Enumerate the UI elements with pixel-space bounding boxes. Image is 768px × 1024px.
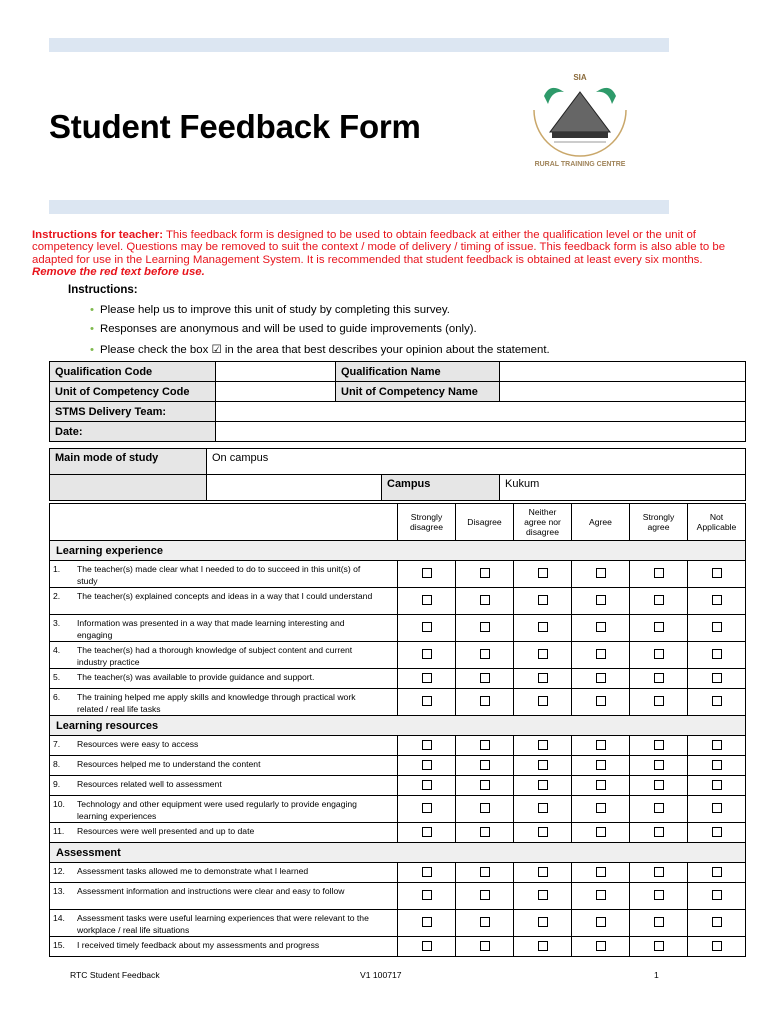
checkbox[interactable]	[654, 696, 664, 706]
rating-cell	[630, 863, 688, 883]
rating-cell	[630, 689, 688, 716]
survey-header-blank	[50, 504, 398, 541]
checkbox[interactable]	[538, 595, 548, 605]
rating-cell	[398, 561, 456, 588]
question-cell	[50, 669, 398, 689]
rating-cell	[572, 736, 630, 756]
rating-cell	[688, 615, 746, 642]
checkbox[interactable]	[538, 760, 548, 770]
rating-cell	[514, 823, 572, 843]
section-row	[50, 541, 746, 561]
rating-cell	[688, 588, 746, 615]
checkbox[interactable]	[712, 595, 722, 605]
rating-cell	[514, 642, 572, 669]
question-cell	[50, 642, 398, 669]
checkbox[interactable]	[596, 568, 606, 578]
checkbox[interactable]	[538, 890, 548, 900]
question-text: The teacher(s) explained concepts and ideas in a way that I could understand	[77, 591, 373, 601]
rating-cell	[572, 689, 630, 716]
rating-cell	[688, 796, 746, 823]
column-header: Strongly agree	[630, 504, 688, 541]
rating-cell	[456, 669, 514, 689]
rating-cell	[514, 615, 572, 642]
rating-cell	[398, 937, 456, 957]
rating-cell	[630, 823, 688, 843]
rating-cell	[572, 823, 630, 843]
checkbox[interactable]	[480, 649, 490, 659]
uoc-code-field[interactable]	[216, 382, 336, 402]
rating-cell	[456, 615, 514, 642]
question-row	[50, 776, 746, 796]
rating-cell	[398, 910, 456, 937]
question-text: The training helped me apply skills and knowledge through practical work related / real life tasks	[77, 692, 356, 714]
checkbox[interactable]	[596, 595, 606, 605]
checkbox[interactable]	[654, 622, 664, 632]
checkbox[interactable]	[596, 696, 606, 706]
question-text: I received timely feedback about my assessments and progress	[77, 940, 320, 950]
checkbox[interactable]	[654, 780, 664, 790]
question-cell	[50, 756, 398, 776]
checkbox[interactable]	[480, 867, 490, 877]
column-header: Neither agree nor disagree	[514, 504, 572, 541]
question-row	[50, 642, 746, 669]
svg-text:RURAL TRAINING CENTRE: RURAL TRAINING CENTRE	[534, 161, 626, 168]
rating-cell	[456, 910, 514, 937]
checkbox[interactable]	[538, 568, 548, 578]
checkbox[interactable]	[596, 780, 606, 790]
rating-cell	[572, 642, 630, 669]
checkbox[interactable]	[712, 568, 722, 578]
checkbox[interactable]	[538, 622, 548, 632]
rating-cell	[398, 615, 456, 642]
checkbox[interactable]	[654, 917, 664, 927]
rating-cell	[630, 561, 688, 588]
question-text: Assessment information and instructions were clear and easy to follow	[77, 886, 345, 896]
checkbox[interactable]	[480, 917, 490, 927]
section-row	[50, 716, 746, 736]
mode-value[interactable]: On campus	[207, 449, 746, 475]
rating-cell	[630, 937, 688, 957]
rating-cell	[572, 937, 630, 957]
checkbox[interactable]	[422, 622, 432, 632]
question-text: Assessment tasks were useful learning experiences that were relevant to the workplace / real life situations	[77, 913, 369, 935]
checkbox[interactable]	[712, 941, 722, 951]
rating-cell	[514, 689, 572, 716]
question-cell	[50, 883, 398, 910]
rating-cell	[630, 615, 688, 642]
checkbox[interactable]	[712, 867, 722, 877]
checkbox[interactable]	[480, 696, 490, 706]
section-row	[50, 843, 746, 863]
checkbox[interactable]	[712, 803, 722, 813]
mode-label: Main mode of study	[50, 449, 207, 475]
qualification-name-label: Qualification Name	[336, 362, 500, 382]
checkbox[interactable]	[654, 673, 664, 683]
checkbox[interactable]	[422, 780, 432, 790]
checkbox[interactable]	[712, 827, 722, 837]
checkbox[interactable]	[654, 803, 664, 813]
question-text: Assessment tasks allowed me to demonstrate what I learned	[77, 866, 309, 876]
rating-cell	[398, 883, 456, 910]
question-text: Resources helped me to understand the content	[77, 759, 261, 769]
checkbox[interactable]	[480, 803, 490, 813]
checkbox[interactable]	[654, 867, 664, 877]
rating-cell	[630, 883, 688, 910]
instructions-heading: Instructions:	[68, 284, 138, 296]
checkbox[interactable]	[480, 622, 490, 632]
question-cell	[50, 910, 398, 937]
header-band	[49, 200, 669, 214]
checkbox[interactable]	[596, 917, 606, 927]
footer-title: RTC Student Feedback	[70, 970, 160, 980]
rating-cell	[688, 823, 746, 843]
date-label: Date:	[50, 422, 216, 442]
rating-cell	[398, 776, 456, 796]
question-number: 9.	[53, 779, 61, 789]
date-field[interactable]	[216, 422, 746, 442]
checkbox[interactable]	[596, 673, 606, 683]
rating-cell	[514, 669, 572, 689]
question-row	[50, 937, 746, 957]
question-cell	[50, 588, 398, 615]
question-text: The teacher(s) made clear what I needed to do to succeed in this unit(s) of study	[77, 564, 361, 586]
rating-cell	[456, 736, 514, 756]
survey-table	[49, 503, 746, 957]
rating-cell	[630, 669, 688, 689]
section-title: Assessment	[50, 843, 746, 863]
rating-cell	[514, 883, 572, 910]
checkbox[interactable]	[422, 890, 432, 900]
question-cell	[50, 823, 398, 843]
question-number: 11.	[53, 826, 65, 836]
delivery-team-label: STMS Delivery Team:	[50, 402, 216, 422]
question-cell	[50, 615, 398, 642]
checkbox[interactable]	[538, 740, 548, 750]
rating-cell	[630, 910, 688, 937]
question-row	[50, 863, 746, 883]
rating-cell	[630, 642, 688, 669]
rating-cell	[398, 796, 456, 823]
checkbox[interactable]	[654, 890, 664, 900]
checkbox[interactable]	[480, 780, 490, 790]
instruction-bullet: • Please check the box ☑ in the area that best describes your opinion about the statement.	[90, 344, 550, 356]
rating-cell	[456, 776, 514, 796]
question-cell	[50, 937, 398, 957]
checkbox[interactable]	[538, 867, 548, 877]
checkbox[interactable]	[596, 622, 606, 632]
checkbox[interactable]	[654, 760, 664, 770]
checkbox[interactable]	[654, 649, 664, 659]
checkbox[interactable]	[422, 917, 432, 927]
footer-version: V1 100717	[360, 970, 402, 980]
question-cell	[50, 689, 398, 716]
rating-cell	[398, 669, 456, 689]
question-row	[50, 756, 746, 776]
column-header: Strongly disagree	[398, 504, 456, 541]
question-text: The teacher(s) was available to provide guidance and support.	[77, 672, 315, 682]
column-header: Not Applicable	[688, 504, 746, 541]
mode-empty-field[interactable]	[207, 475, 382, 501]
checkbox[interactable]	[712, 696, 722, 706]
question-number: 12.	[53, 866, 65, 876]
svg-text:SIA: SIA	[573, 73, 587, 82]
rating-cell	[456, 642, 514, 669]
teacher-instructions	[32, 229, 744, 279]
checkbox[interactable]	[712, 740, 722, 750]
checkbox[interactable]	[422, 867, 432, 877]
question-row	[50, 910, 746, 937]
checkbox[interactable]	[480, 827, 490, 837]
question-number: 5.	[53, 672, 61, 682]
checkbox[interactable]	[538, 917, 548, 927]
question-cell	[50, 796, 398, 823]
rating-cell	[688, 776, 746, 796]
rating-cell	[630, 588, 688, 615]
column-header: Disagree	[456, 504, 514, 541]
checkbox[interactable]	[596, 803, 606, 813]
checkbox[interactable]	[596, 740, 606, 750]
question-number: 3.	[53, 618, 61, 628]
checkbox[interactable]	[538, 827, 548, 837]
rating-cell	[514, 937, 572, 957]
question-cell	[50, 776, 398, 796]
mode-of-study-table	[49, 448, 746, 501]
qualification-code-field[interactable]	[216, 362, 336, 382]
question-number: 10.	[53, 799, 65, 809]
question-number: 1.	[53, 564, 61, 574]
checkbox[interactable]	[422, 673, 432, 683]
question-row	[50, 796, 746, 823]
rating-cell	[630, 736, 688, 756]
checkbox[interactable]	[422, 649, 432, 659]
rating-cell	[572, 863, 630, 883]
checkbox[interactable]	[480, 941, 490, 951]
checkbox[interactable]	[712, 622, 722, 632]
checkbox[interactable]	[538, 696, 548, 706]
checkbox[interactable]	[480, 740, 490, 750]
rating-cell	[514, 910, 572, 937]
question-cell	[50, 863, 398, 883]
checkbox[interactable]	[712, 760, 722, 770]
rating-cell	[456, 883, 514, 910]
checkbox[interactable]	[480, 595, 490, 605]
rating-cell	[514, 756, 572, 776]
rating-cell	[572, 669, 630, 689]
checkbox[interactable]	[480, 568, 490, 578]
rating-cell	[456, 756, 514, 776]
rating-cell	[688, 937, 746, 957]
section-title: Learning experience	[50, 541, 746, 561]
checkbox[interactable]	[480, 673, 490, 683]
teacher-instructions-body: This feedback form is designed to be used to obtain feedback at either the qualification level or the unit of competency level. Questions may be removed to suit the context / mode of delivery / timing of issue. This feedback form is also able to be adapted for use in the Learning Management System. It is recommended that student feedback is obtained at least every six months.	[32, 229, 726, 266]
checkbox[interactable]	[712, 917, 722, 927]
checkbox[interactable]	[422, 696, 432, 706]
question-number: 14.	[53, 913, 65, 923]
rating-cell	[514, 863, 572, 883]
teacher-instructions-emphasis: Remove the red text before use.	[32, 266, 205, 279]
rating-cell	[398, 588, 456, 615]
rating-cell	[456, 823, 514, 843]
question-number: 13.	[53, 886, 65, 896]
rating-cell	[688, 883, 746, 910]
checkbox[interactable]	[712, 780, 722, 790]
question-text: Information was presented in a way that made learning interesting and engaging	[77, 618, 345, 640]
rating-cell	[572, 910, 630, 937]
question-row	[50, 561, 746, 588]
rating-cell	[572, 796, 630, 823]
checkbox[interactable]	[422, 595, 432, 605]
rating-cell	[456, 588, 514, 615]
question-text: The teacher(s) had a thorough knowledge of subject content and current industry practice	[77, 645, 353, 667]
rating-cell	[514, 588, 572, 615]
rating-cell	[688, 561, 746, 588]
mode-empty-label	[50, 475, 207, 501]
rating-cell	[514, 776, 572, 796]
rating-cell	[688, 756, 746, 776]
checkbox[interactable]	[422, 568, 432, 578]
rating-cell	[398, 823, 456, 843]
checkbox[interactable]	[654, 740, 664, 750]
checkbox[interactable]	[596, 760, 606, 770]
checkbox[interactable]	[538, 803, 548, 813]
campus-label: Campus	[382, 475, 500, 501]
rating-cell	[688, 669, 746, 689]
rating-cell	[456, 689, 514, 716]
uoc-code-label: Unit of Competency Code	[50, 382, 216, 402]
uoc-name-label: Unit of Competency Name	[336, 382, 500, 402]
checkbox[interactable]	[654, 827, 664, 837]
column-header: Agree	[572, 504, 630, 541]
rating-cell	[456, 937, 514, 957]
rating-cell	[572, 588, 630, 615]
checkbox[interactable]	[712, 649, 722, 659]
question-number: 2.	[53, 591, 61, 601]
rating-cell	[572, 883, 630, 910]
question-cell	[50, 561, 398, 588]
rating-cell	[630, 796, 688, 823]
checkbox[interactable]	[596, 890, 606, 900]
question-text: Resources related well to assessment	[77, 779, 222, 789]
unit-info-table	[49, 361, 746, 442]
instruction-bullet: • Please help us to improve this unit of study by completing this survey.	[90, 304, 450, 316]
rating-cell	[572, 561, 630, 588]
question-row	[50, 588, 746, 615]
rating-cell	[514, 561, 572, 588]
footer-page-number: 1	[654, 970, 659, 980]
sia-rtc-logo	[524, 70, 636, 172]
checkbox[interactable]	[712, 673, 722, 683]
question-row	[50, 736, 746, 756]
rating-cell	[456, 863, 514, 883]
rating-cell	[398, 863, 456, 883]
question-number: 7.	[53, 739, 61, 749]
rating-cell	[514, 796, 572, 823]
question-row	[50, 823, 746, 843]
question-row	[50, 689, 746, 716]
delivery-team-field[interactable]	[216, 402, 746, 422]
rating-cell	[572, 776, 630, 796]
rating-cell	[688, 910, 746, 937]
checkbox[interactable]	[654, 595, 664, 605]
question-cell	[50, 736, 398, 756]
checkbox[interactable]	[538, 780, 548, 790]
checkbox[interactable]	[596, 941, 606, 951]
checkbox[interactable]	[422, 941, 432, 951]
checkbox[interactable]	[538, 941, 548, 951]
checkbox[interactable]	[654, 941, 664, 951]
rating-cell	[572, 615, 630, 642]
question-text: Technology and other equipment were used regularly to provide engaging learning experiences	[77, 799, 357, 821]
uoc-name-field[interactable]	[500, 382, 746, 402]
survey-header-row	[50, 504, 746, 541]
rating-cell	[630, 776, 688, 796]
checkbox[interactable]	[596, 649, 606, 659]
rating-cell	[398, 689, 456, 716]
qualification-code-label: Qualification Code	[50, 362, 216, 382]
checkbox[interactable]	[654, 568, 664, 578]
checkbox[interactable]	[538, 673, 548, 683]
checkbox[interactable]	[538, 649, 548, 659]
rating-cell	[688, 863, 746, 883]
rating-cell	[514, 736, 572, 756]
qualification-name-field[interactable]	[500, 362, 746, 382]
section-title: Learning resources	[50, 716, 746, 736]
question-number: 6.	[53, 692, 61, 702]
checkbox[interactable]	[480, 760, 490, 770]
question-text: Resources were easy to access	[77, 739, 199, 749]
rating-cell	[398, 642, 456, 669]
rating-cell	[398, 736, 456, 756]
page-title: Student Feedback Form	[49, 108, 421, 145]
header-band	[49, 38, 669, 52]
rating-cell	[398, 756, 456, 776]
checkbox[interactable]	[422, 740, 432, 750]
checkbox[interactable]	[480, 890, 490, 900]
rating-cell	[630, 756, 688, 776]
question-number: 8.	[53, 759, 61, 769]
question-number: 15.	[53, 940, 65, 950]
checkbox[interactable]	[596, 827, 606, 837]
question-text: Resources were well presented and up to date	[77, 826, 255, 836]
checkbox[interactable]	[422, 803, 432, 813]
checkbox[interactable]	[712, 890, 722, 900]
question-row	[50, 615, 746, 642]
rating-cell	[456, 561, 514, 588]
rating-cell	[688, 736, 746, 756]
rating-cell	[688, 689, 746, 716]
instruction-bullet: • Responses are anonymous and will be used to guide improvements (only).	[90, 323, 477, 335]
teacher-instructions-label: Instructions for teacher:	[32, 229, 164, 241]
checkbox[interactable]	[422, 827, 432, 837]
question-number: 4.	[53, 645, 61, 655]
checkbox[interactable]	[422, 760, 432, 770]
rating-cell	[688, 642, 746, 669]
campus-value[interactable]: Kukum	[500, 475, 746, 501]
question-row	[50, 669, 746, 689]
rating-cell	[572, 756, 630, 776]
rating-cell	[456, 796, 514, 823]
question-row	[50, 883, 746, 910]
checkbox[interactable]	[596, 867, 606, 877]
